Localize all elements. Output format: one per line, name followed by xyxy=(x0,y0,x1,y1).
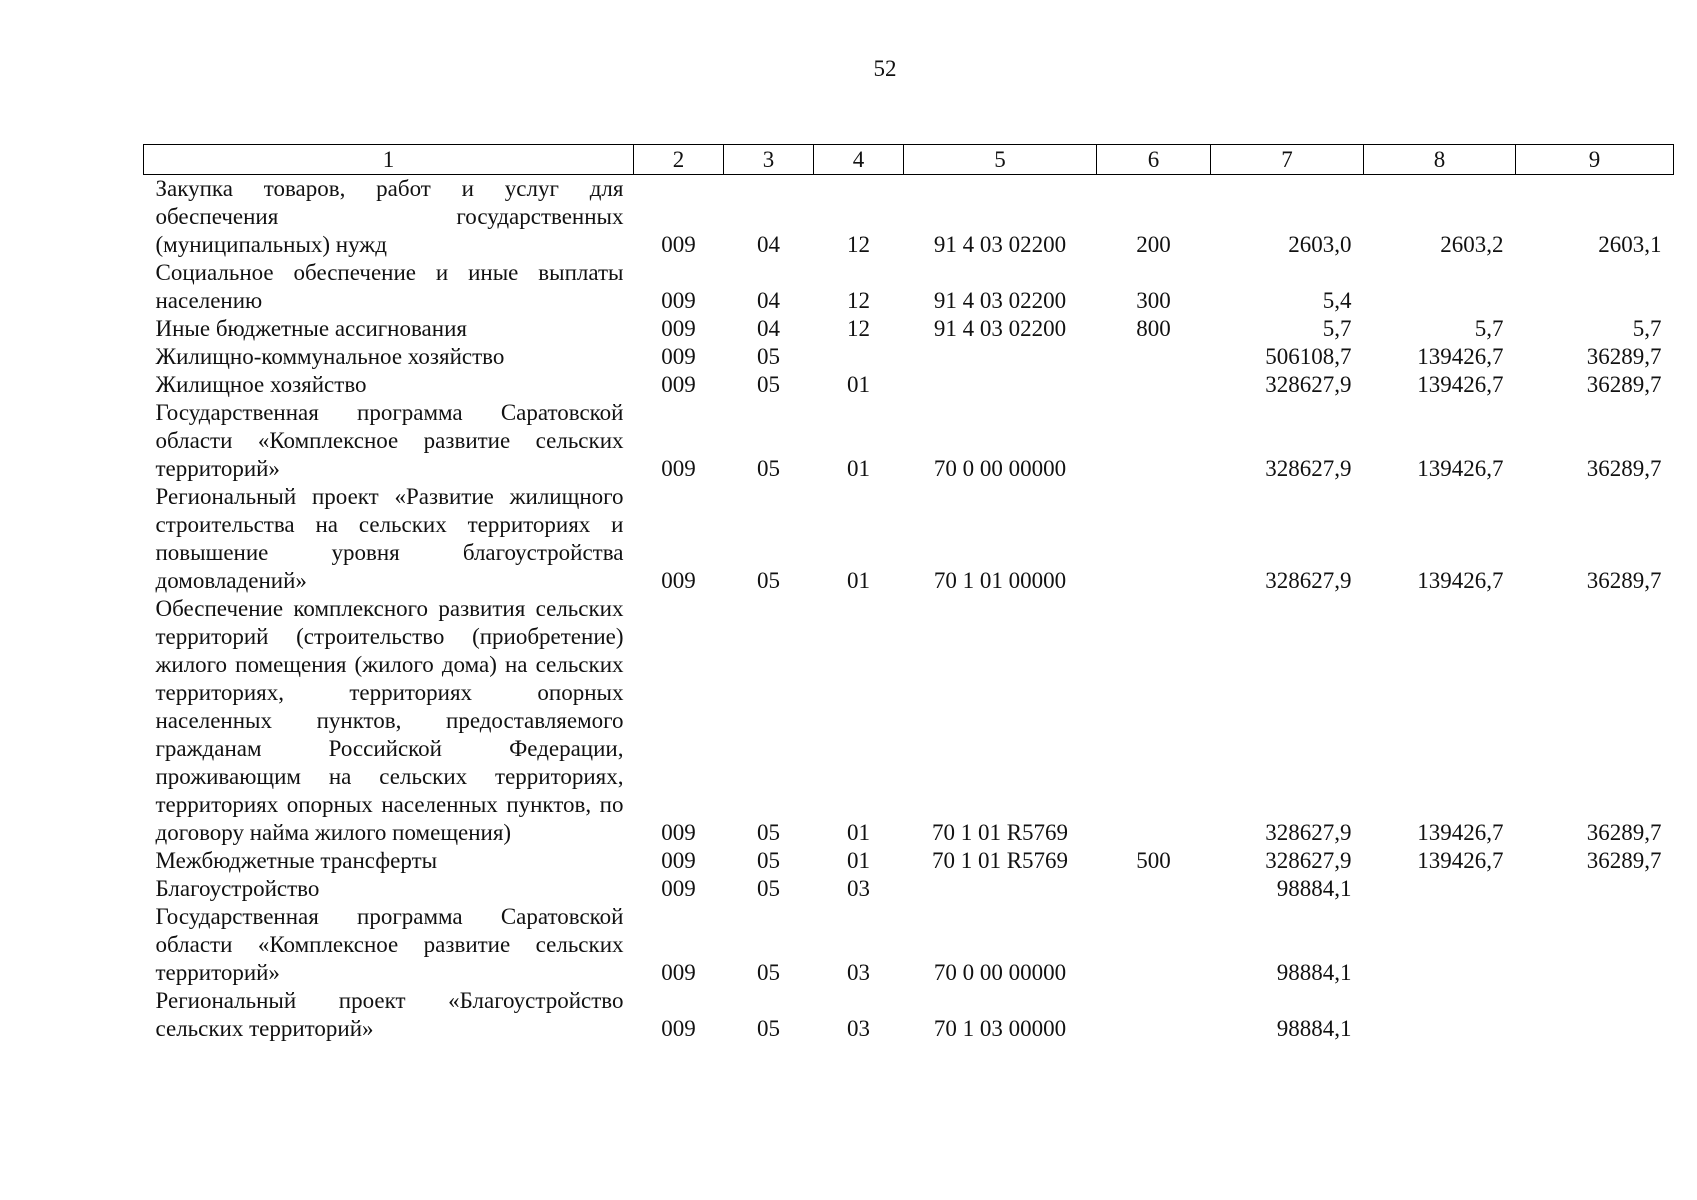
table-row xyxy=(144,343,1674,371)
admin-code: 009 xyxy=(661,372,696,397)
row-description: Государственная программа Саратовской области «Комплексное развитие сельских территорий» xyxy=(155,904,624,985)
row-description: Жилищное хозяйство xyxy=(155,372,367,397)
expense-type-code xyxy=(1097,343,1211,371)
subsection-code: 01 xyxy=(847,820,870,845)
amount-col-7: 328627,9 xyxy=(1265,372,1352,397)
subsection-code: 01 xyxy=(847,848,870,873)
column-header: 3 xyxy=(724,145,814,175)
amount-col-9: 36289,7 xyxy=(1586,372,1662,397)
target-article-code: 70 0 00 00000 xyxy=(933,960,1067,985)
row-description: Региональный проект «Развитие жилищного строительства на сельских территориях и повышение уровня благоустройства домовладений» xyxy=(155,484,624,593)
section-code: 04 xyxy=(757,232,780,257)
admin-code: 009 xyxy=(661,820,696,845)
amount-col-7: 98884,1 xyxy=(1276,960,1352,985)
target-article-code: 91 4 03 02200 xyxy=(933,232,1067,257)
target-article-code xyxy=(904,371,1097,399)
amount-col-8 xyxy=(1364,259,1516,315)
amount-col-8: 139426,7 xyxy=(1417,344,1504,369)
amount-col-9: 36289,7 xyxy=(1586,848,1662,873)
table-row xyxy=(144,483,1674,595)
amount-col-7: 98884,1 xyxy=(1276,876,1352,901)
amount-col-7: 5,7 xyxy=(1322,316,1352,341)
row-description: Иные бюджетные ассигнования xyxy=(155,316,467,341)
row-description: Социальное обеспечение и иные выплаты населению xyxy=(155,260,624,313)
section-code: 05 xyxy=(757,568,780,593)
section-code: 05 xyxy=(757,876,780,901)
subsection-code: 03 xyxy=(847,1016,870,1041)
admin-code: 009 xyxy=(661,288,696,313)
expense-type-code: 200 xyxy=(1136,232,1171,257)
section-code: 05 xyxy=(757,344,780,369)
section-code: 05 xyxy=(757,1016,780,1041)
subsection-code: 01 xyxy=(847,372,870,397)
amount-col-8: 139426,7 xyxy=(1417,372,1504,397)
section-code: 04 xyxy=(757,316,780,341)
row-description: Жилищно-коммунальное хозяйство xyxy=(155,344,505,369)
row-description: Межбюджетные трансферты xyxy=(155,848,438,873)
amount-col-8 xyxy=(1364,875,1516,903)
section-code: 05 xyxy=(757,820,780,845)
expense-type-code xyxy=(1097,595,1211,847)
amount-col-9 xyxy=(1516,987,1674,1043)
column-header: 8 xyxy=(1364,145,1516,175)
expense-type-code xyxy=(1097,875,1211,903)
table-row xyxy=(144,987,1674,1043)
table-body xyxy=(144,175,1674,1044)
subsection-code: 12 xyxy=(847,316,870,341)
target-article-code: 91 4 03 02200 xyxy=(933,316,1067,341)
target-article-code xyxy=(904,343,1097,371)
target-article-code: 91 4 03 02200 xyxy=(933,288,1067,313)
section-code: 05 xyxy=(757,456,780,481)
amount-col-7: 328627,9 xyxy=(1265,848,1352,873)
expense-type-code xyxy=(1097,371,1211,399)
row-description: Закупка товаров, работ и услуг для обеспечения государственных (муниципальных) нужд xyxy=(155,176,624,257)
amount-col-8: 139426,7 xyxy=(1417,456,1504,481)
subsection-code: 01 xyxy=(847,456,870,481)
column-header: 6 xyxy=(1097,145,1211,175)
admin-code: 009 xyxy=(661,316,696,341)
admin-code: 009 xyxy=(661,1016,696,1041)
amount-col-8: 139426,7 xyxy=(1417,848,1504,873)
amount-col-7: 98884,1 xyxy=(1276,1016,1352,1041)
amount-col-7: 328627,9 xyxy=(1265,820,1352,845)
amount-col-9 xyxy=(1516,903,1674,987)
subsection-code: 12 xyxy=(847,288,870,313)
target-article-code xyxy=(904,875,1097,903)
amount-col-9: 36289,7 xyxy=(1586,456,1662,481)
table-row xyxy=(144,875,1674,903)
amount-col-8 xyxy=(1364,987,1516,1043)
amount-col-7: 5,4 xyxy=(1322,288,1352,313)
expense-type-code xyxy=(1097,399,1211,483)
admin-code: 009 xyxy=(661,232,696,257)
amount-col-9: 5,7 xyxy=(1632,316,1662,341)
target-article-code: 70 1 03 00000 xyxy=(933,1016,1067,1041)
amount-col-7: 2603,0 xyxy=(1288,232,1352,257)
admin-code: 009 xyxy=(661,344,696,369)
row-description: Государственная программа Саратовской области «Комплексное развитие сельских территорий» xyxy=(155,400,624,481)
section-code: 05 xyxy=(757,372,780,397)
table-row xyxy=(144,315,1674,343)
subsection-code: 01 xyxy=(847,568,870,593)
admin-code: 009 xyxy=(661,848,696,873)
table-row xyxy=(144,259,1674,315)
expense-type-code xyxy=(1097,903,1211,987)
amount-col-8: 2603,2 xyxy=(1440,232,1504,257)
table-row xyxy=(144,847,1674,875)
amount-col-8 xyxy=(1364,903,1516,987)
admin-code: 009 xyxy=(661,960,696,985)
amount-col-9 xyxy=(1516,259,1674,315)
subsection-code: 03 xyxy=(847,876,870,901)
page-number: 52 xyxy=(873,56,897,81)
column-header: 4 xyxy=(814,145,904,175)
table-header-row xyxy=(144,145,1674,175)
table-row xyxy=(144,399,1674,483)
amount-col-7: 506108,7 xyxy=(1265,344,1352,369)
column-header: 9 xyxy=(1516,145,1674,175)
column-header: 2 xyxy=(634,145,724,175)
amount-col-9: 36289,7 xyxy=(1586,820,1662,845)
table-row xyxy=(144,595,1674,847)
subsection-code: 12 xyxy=(847,232,870,257)
expense-type-code: 500 xyxy=(1136,848,1171,873)
target-article-code: 70 1 01 R5769 xyxy=(931,820,1069,845)
amount-col-9: 2603,1 xyxy=(1598,232,1662,257)
amount-col-7: 328627,9 xyxy=(1265,456,1352,481)
expense-type-code xyxy=(1097,483,1211,595)
amount-col-7: 328627,9 xyxy=(1265,568,1352,593)
admin-code: 009 xyxy=(661,456,696,481)
target-article-code: 70 1 01 00000 xyxy=(933,568,1067,593)
subsection-code xyxy=(814,343,904,371)
admin-code: 009 xyxy=(661,568,696,593)
table-row xyxy=(144,903,1674,987)
target-article-code: 70 0 00 00000 xyxy=(933,456,1067,481)
table-row xyxy=(144,371,1674,399)
expense-type-code xyxy=(1097,987,1211,1043)
row-description: Благоустройство xyxy=(155,876,320,901)
column-header: 5 xyxy=(904,145,1097,175)
column-header: 1 xyxy=(144,145,634,175)
subsection-code: 03 xyxy=(847,960,870,985)
budget-table xyxy=(143,144,1674,1043)
section-code: 05 xyxy=(757,960,780,985)
column-header: 7 xyxy=(1211,145,1364,175)
expense-type-code: 300 xyxy=(1136,288,1171,313)
amount-col-9: 36289,7 xyxy=(1586,568,1662,593)
amount-col-8: 139426,7 xyxy=(1417,568,1504,593)
admin-code: 009 xyxy=(661,876,696,901)
table-row xyxy=(144,175,1674,260)
amount-col-8: 139426,7 xyxy=(1417,820,1504,845)
section-code: 05 xyxy=(757,848,780,873)
amount-col-8: 5,7 xyxy=(1474,316,1504,341)
section-code: 04 xyxy=(757,288,780,313)
target-article-code: 70 1 01 R5769 xyxy=(931,848,1069,873)
amount-col-9: 36289,7 xyxy=(1586,344,1662,369)
row-description: Региональный проект «Благоустройство сельских территорий» xyxy=(155,988,624,1041)
expense-type-code: 800 xyxy=(1136,316,1171,341)
row-description: Обеспечение комплексного развития сельских территорий (строительство (приобретение) жилого помещения (жилого дома) на сельских территориях, территориях опорных населенных пунктов, предоставляемого гражданам Российской Федерации, проживающим на сельских территориях, территориях опорных населенных пунктов, по договору найма жилого помещения) xyxy=(155,596,624,845)
amount-col-9 xyxy=(1516,875,1674,903)
